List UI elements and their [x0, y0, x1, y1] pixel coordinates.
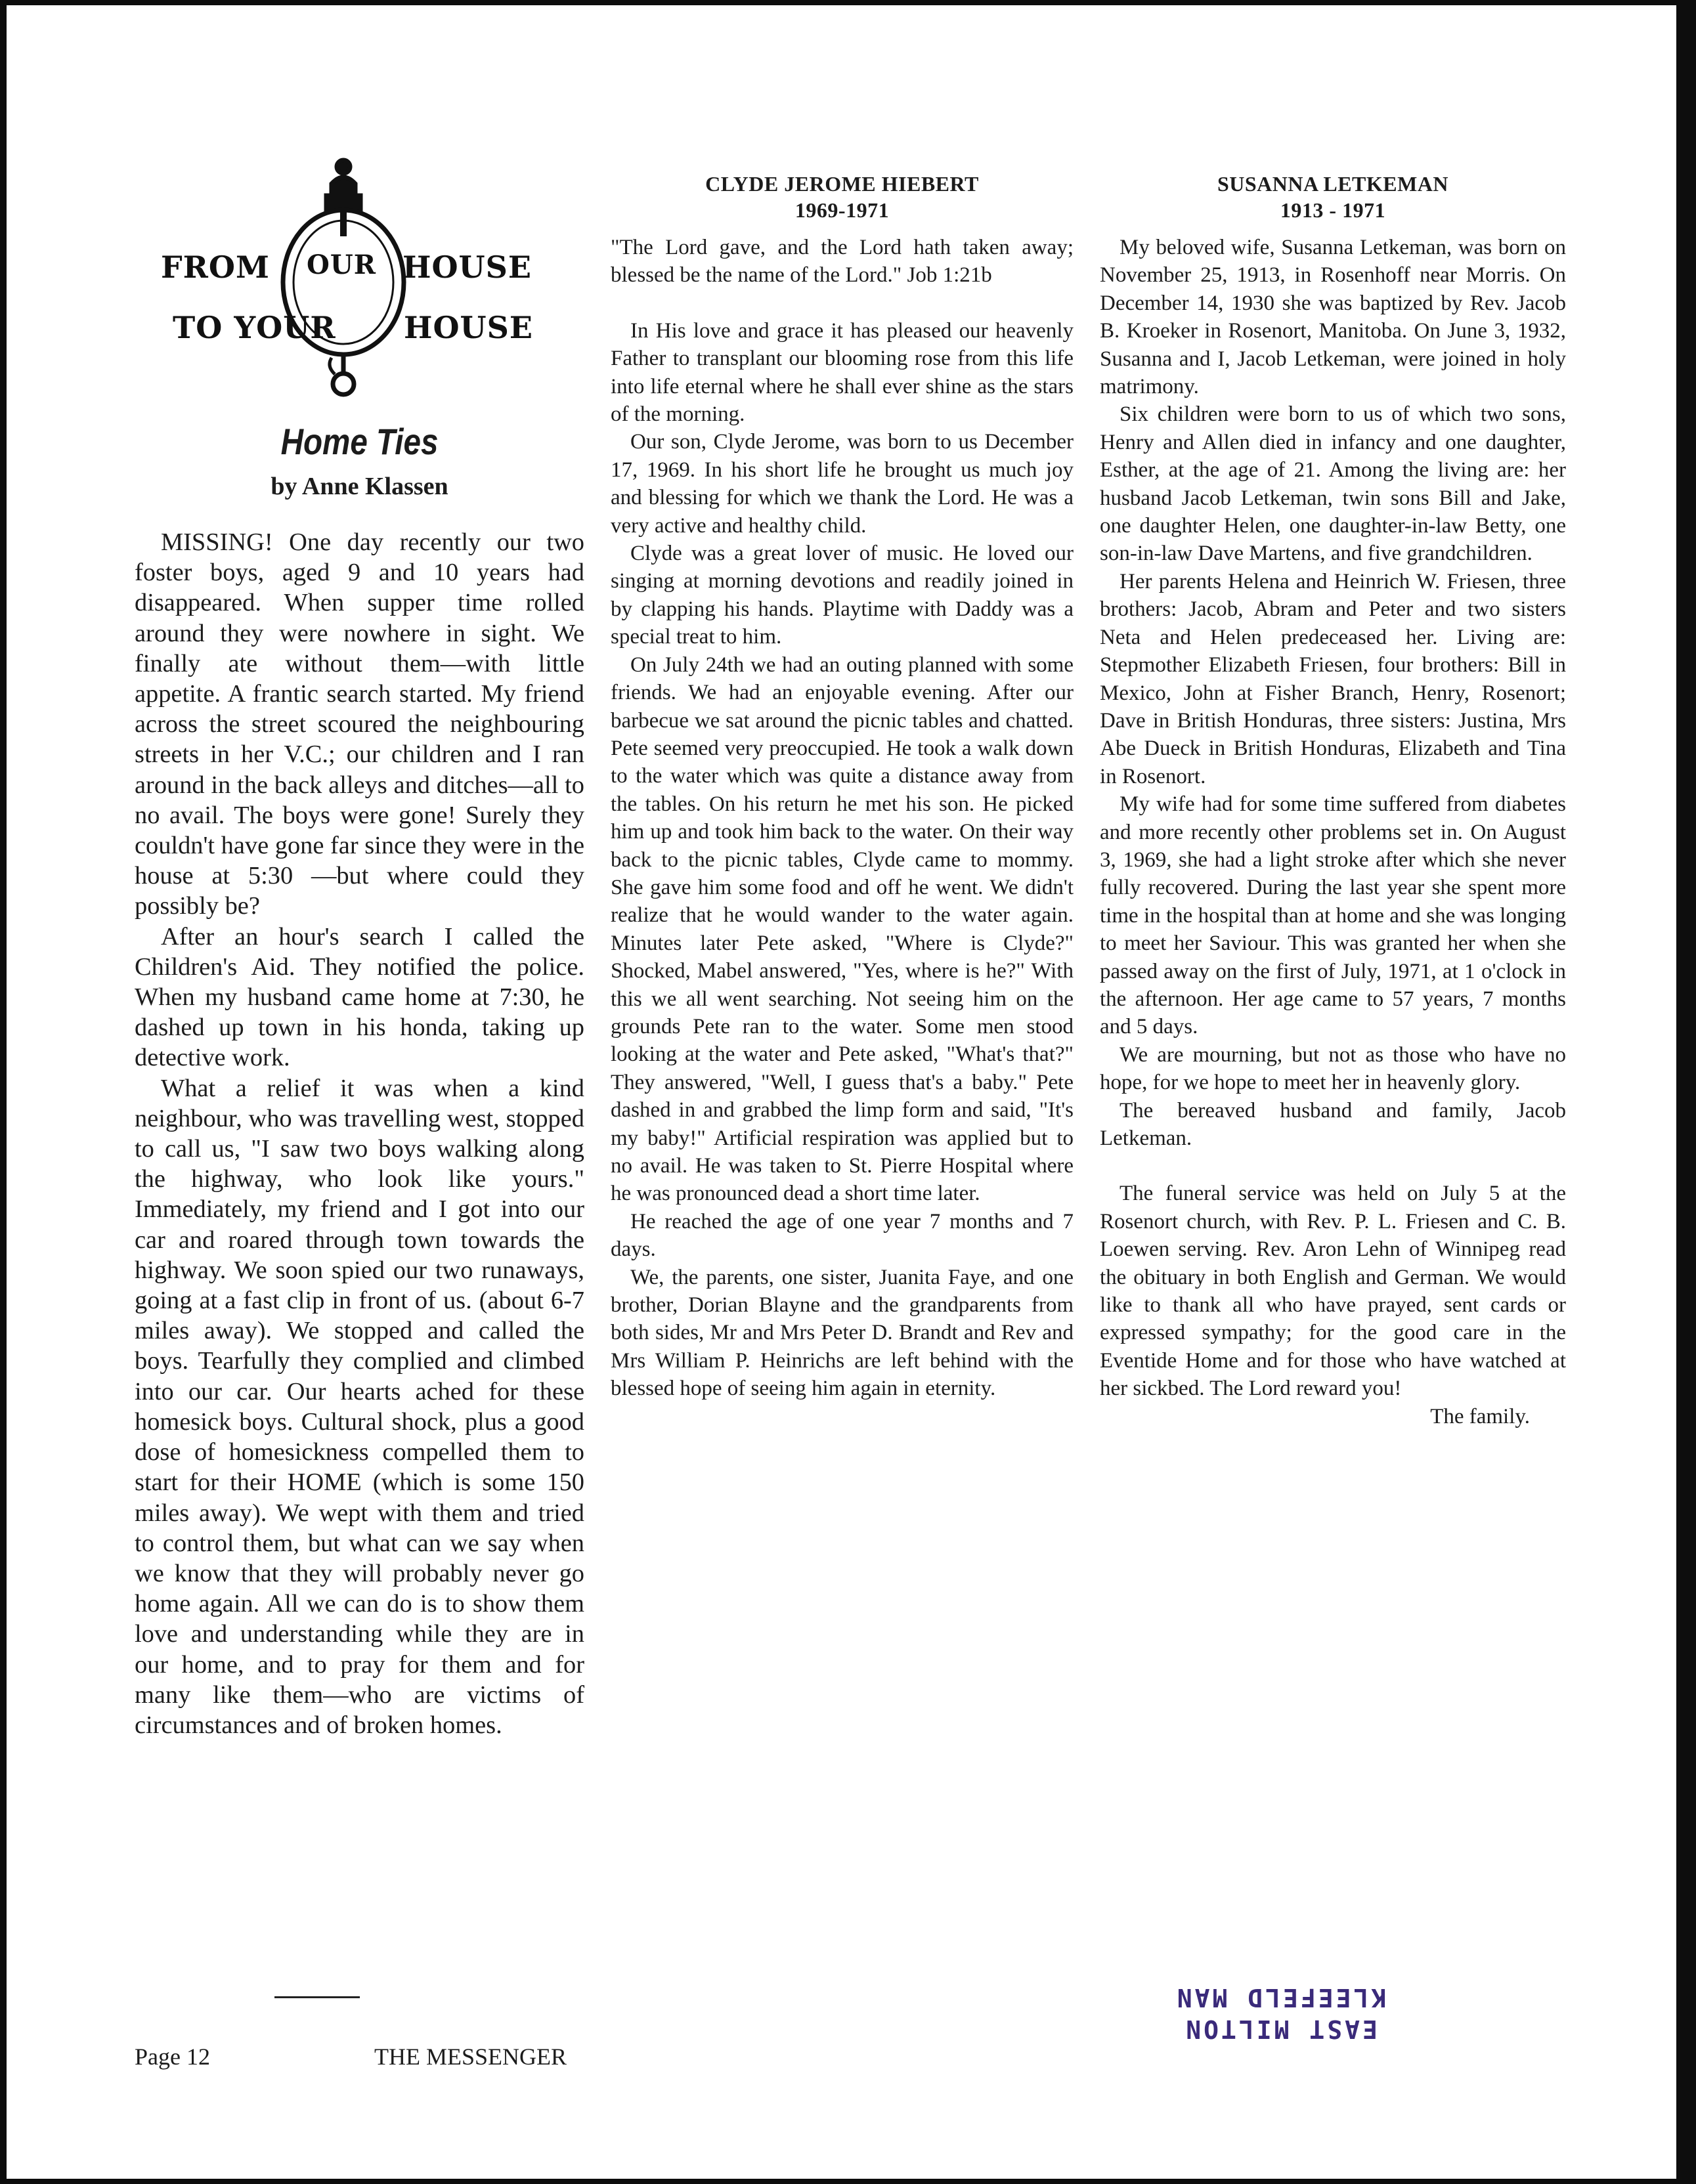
obituary-paragraph: We, the parents, one sister, Juanita Faye, and one brother, Dorian Blayne and the grandparents from both sides, Mr and Mrs Peter D. Brandt and Rev and Mrs William P. Heinrichs are left behind with the blessed hope of seeing him again in eternity. — [611, 1265, 1074, 1401]
obituary-paragraph: On July 24th we had an outing planned with some friends. We had an enjoyable evening. After our barbecue we sat around the picnic tables and chatted. Pete seemed very preoccupied. He took a walk down to the water which was quite a distance away from the tables. On his return he met his son. He picked him up and took him back to the water. On their way back to the picnic tables, Clyde came to mommy. She gave him some food and off he went. We didn't realize that he would wander to the water again. Minutes later Pete asked, "Where is Clyde?" Shocked, Mabel answered, "Yes, where is he?" With this we all went searching. Not seeing him on the grounds Pete ran to the water. Some men stood looking at the water and Pete asked, "What's that?" They answered, "Well, I guess that's a baby." Pete dashed in and grabbed the limp form and said, "It's my baby!" Artificial respiration was applied but to no avail. He was taken to St. Pierre Hospital where he was pronounced dead a short time later. — [611, 653, 1074, 1206]
obituary-paragraph: My beloved wife, Susanna Letkeman, was born on November 25, 1913, in Rosenhoff near Morris. On December 14, 1930 she was baptized by Rev. Jacob B. Kroeker in Rosenort, Manitoba. On June 3, 1932, Susanna and I, Jacob Letkeman, were joined in holy matrimony. — [1100, 236, 1566, 399]
obituary-years: 1969-1971 — [794, 198, 890, 222]
logo-word-to-your: TO YOUR — [173, 310, 336, 345]
funeral-notice: The funeral service was held on July 5 at the Rosenort church, with Rev. P. L. Friesen and C. B. Loewen serving. Rev. Aron Lehn of Winnipeg read the obituary in both English and German. We would like to thank all who have prayed, sent cards or expressed sympathy; for the good care in the Eventide Home and for those who have watched at her sickbed. The Lord reward you! — [1100, 1182, 1566, 1401]
obituary-paragraph: Her parents Helena and Heinrich W. Friesen, three brothers: Jacob, Abram and Peter and two sisters Neta and Helen predeceased her. Living are: Stepmother Elizabeth Friesen, four brothers: Bill in Mexico, John at Fisher Branch, Henry, Rosenort; Dave in British Honduras, three sisters: Justina, Mrs Abe Dueck in British Honduras, Elizabeth and Tina in Rosenort. — [1100, 569, 1566, 788]
obituary-paragraph: Clyde was a great lover of music. He loved our singing at morning devotions and readily joined in by clapping his hands. Playtime with Daddy was a special treat to him. — [611, 542, 1074, 649]
page-number: Page 12 — [135, 2044, 210, 2070]
obituary-paragraph: In His love and grace it has pleased our heavenly Father to transplant our blooming rose from this life into life eternal where he shall ever shine as the stars of the morning. — [611, 318, 1074, 427]
obituary-paragraph: Our son, Clyde Jerome, was born to us December 17, 1969. In his short life he brought us much joy and blessing for which we thank the Lord. He was a very active and healthy child. — [611, 430, 1074, 538]
logo-word-house-1: HOUSE — [402, 249, 532, 285]
stamp-line: EAST MILTON — [1183, 2015, 1378, 2044]
article-paragraph: After an hour's search I called the Children's Aid. They notified the police. When my husband came home at 7:30, he dashed up town in his honda, taking up detective work. — [135, 922, 584, 1072]
stamp-line: KLEEFELD MAN — [1174, 1983, 1387, 2012]
obituary-body — [611, 234, 1074, 1403]
article-byline: by Anne Klassen — [271, 473, 448, 500]
from-our-house-logo — [135, 158, 584, 407]
article-paragraph: What a relief it was when a kind neighbour, who was travelling west, stopped to call us, "I saw two boys walking along the highway, who look like yours." Immediately, my friend and I got into our car and roared through town towards the highway. We soon spied our two runaways, going at a fast clip in front of us. (about 6-7 miles away). We stopped and called the boys. Tearfully they complied and climbed into our car. Our hearts ached for these homesick boys. Cultural shock, plus a good dose of homesickness compelled them to start for their HOME (which is some 150 miles away). We wept with them and tried to control them, but what can we say when we know that they will probably never go home again. All we can do is to show them love and understanding while they are in our home, and to pray for them and for many like them—who are victims of circumstances and of broken homes. — [135, 1074, 584, 1739]
column-obituary-susanna — [1100, 171, 1566, 1430]
logo-word-our: OUR — [307, 249, 376, 280]
obituary-paragraph: He reached the age of one year 7 months and 7 days. — [611, 1209, 1074, 1262]
obituary-paragraph: We are mourning, but not as those who have no hope, for we hope to meet her in heavenly glory. — [1100, 1042, 1566, 1095]
obituary-body — [1100, 234, 1566, 1403]
logo-word-house-2: HOUSE — [404, 310, 533, 345]
scripture-verse: "The Lord gave, and the Lord hath taken away; blessed be the name of the Lord." Job 1:21b — [611, 236, 1074, 288]
logo-word-from: FROM — [161, 249, 270, 285]
article-paragraph: MISSING! One day recently our two foster boys, aged 9 and 10 years had disappeared. When supper time rolled around they were nowhere in sight. We finally ate without them—with little appetite. A frantic search started. My friend across the street scoured the neighbouring streets in her V.C.; our children and I ran around in the back alleys and ditches—all to no avail. The boys were gone! Surely they couldn't have gone far since they were in the house at 5:30 —but where could they possibly be? — [135, 528, 584, 920]
obituary-name: CLYDE JEROME HIEBERT — [705, 172, 979, 196]
divider — [274, 1996, 360, 1998]
address-stamp — [1172, 1959, 1389, 2045]
obituary-paragraph: Six children were born to us of which two sons, Henry and Allen died in infancy and one daughter, Esther, at the age of 21. Among the living are: her husband Jacob Letkeman, twin sons Bill and Jake, one daughter Helen, one daughter-in-law Betty, one son-in-law Dave Martens, and five grandchildren. — [1100, 402, 1566, 566]
article-title: Home Ties — [280, 421, 439, 462]
signature: The family. — [1430, 1404, 1530, 1428]
obituary-name: SUSANNA LETKEMAN — [1217, 172, 1449, 196]
column-obituary-clyde — [611, 171, 1074, 1403]
obituary-years: 1913 - 1971 — [1280, 198, 1386, 222]
obituary-paragraph: The bereaved husband and family, Jacob Letkeman. — [1100, 1098, 1566, 1150]
article-body — [135, 527, 584, 1740]
column-home-ties — [135, 158, 584, 1740]
publication-name: THE MESSENGER — [374, 2044, 567, 2070]
obituary-paragraph: My wife had for some time suffered from diabetes and more recently other problems set in. On August 3, 1969, she had a light stroke after which she never fully recovered. During the last year she spent more time in the hospital than at home and she was longing to meet her Saviour. This was granted her when she passed away on the first of July, 1971, at 1 o'clock in the afternoon. Her age came to 57 years, 7 months and 5 days. — [1100, 792, 1566, 1039]
